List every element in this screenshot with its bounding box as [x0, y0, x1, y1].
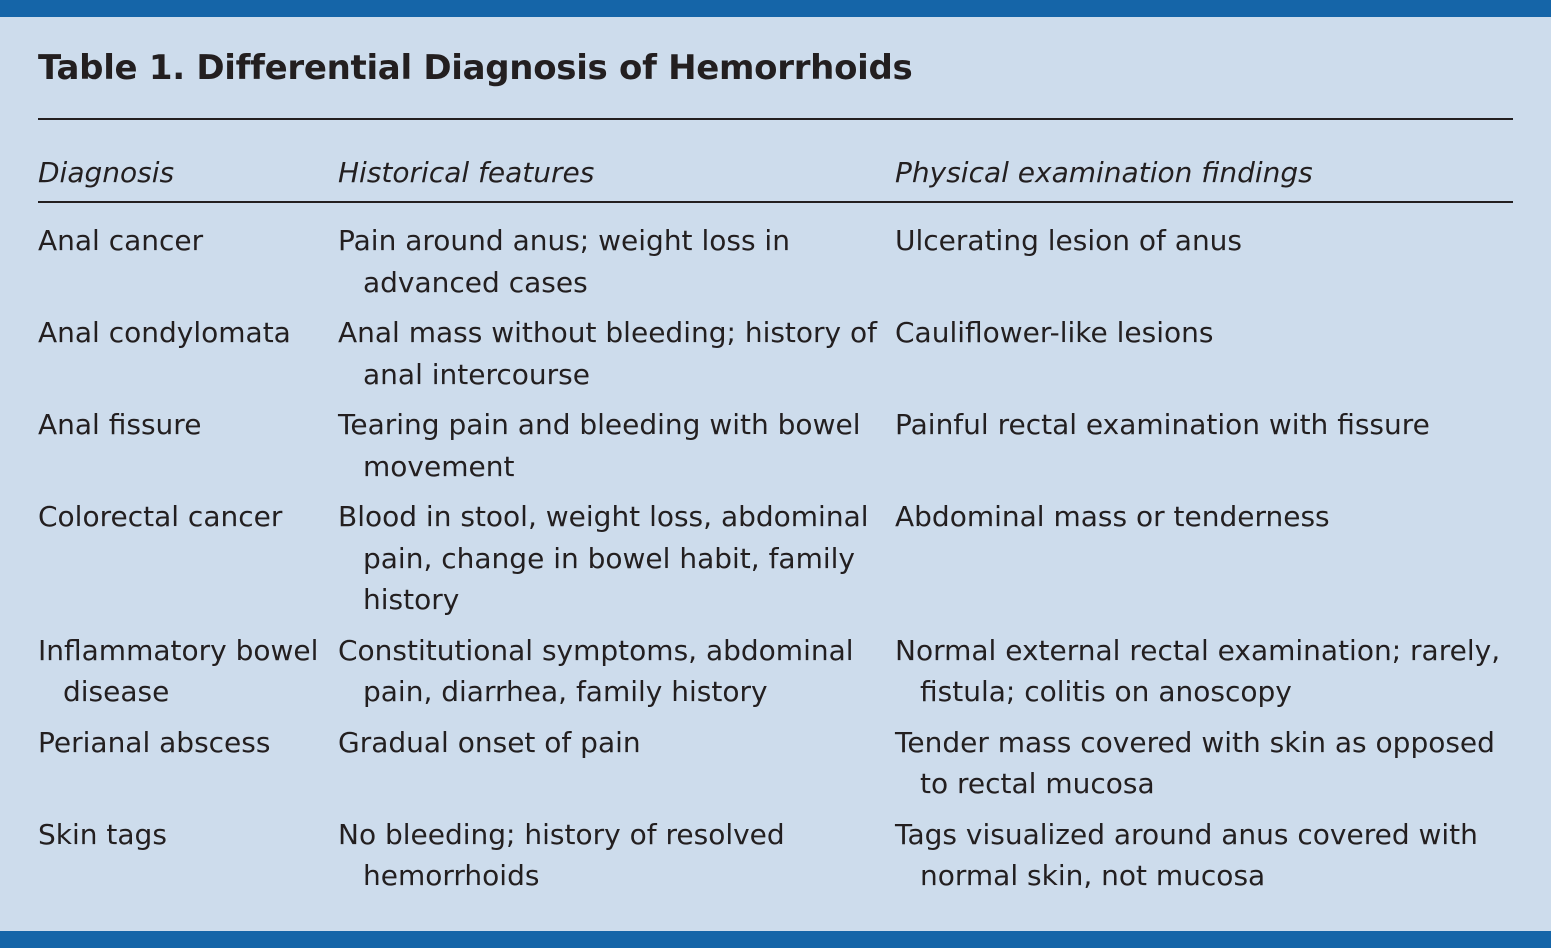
physical-findings-cell: Tags visualized around anus covered with normal skin, not mucosa — [895, 817, 1478, 892]
header-row — [38, 150, 1513, 202]
historical-features-cell: Pain around anus; weight loss in advanced cases — [338, 224, 790, 299]
diagnosis-cell: Perianal abscess — [38, 725, 271, 759]
table-row — [38, 630, 1513, 722]
historical-features-cell: Blood in stool, weight loss, abdominal pain, change in bowel habit, family history — [338, 500, 869, 616]
historical-features-cell: Constitutional symptoms, abdominal pain, diarrhea, family history — [338, 633, 854, 708]
physical-findings-cell: Normal external rectal examination; rarely, fistula; colitis on anoscopy — [895, 633, 1501, 708]
physical-findings-cell: Tender mass covered with skin as opposed to rectal mucosa — [895, 725, 1495, 800]
diagnosis-cell: Inflammatory bowel disease — [38, 633, 319, 708]
diagnosis-cell: Colorectal cancer — [38, 500, 283, 533]
historical-features-cell: Tearing pain and bleeding with bowel movement — [338, 408, 861, 483]
table-row — [38, 312, 1513, 404]
historical-features-cell: Gradual onset of pain — [338, 725, 641, 759]
physical-findings-cell: Ulcerating lesion of anus — [895, 224, 1243, 257]
diagnosis-cell: Skin tags — [38, 817, 167, 851]
title-rule — [38, 118, 1513, 120]
bottom-border-bar — [0, 931, 1551, 948]
historical-features-cell: Anal mass without bleeding; history of anal intercourse — [338, 316, 878, 391]
header-physical-findings: Physical examination findings — [895, 156, 1313, 189]
table-row — [38, 814, 1513, 906]
table-row — [38, 404, 1513, 496]
diagnosis-table — [38, 150, 1513, 906]
physical-findings-cell: Cauliflower-like lesions — [895, 316, 1214, 349]
diagnosis-cell: Anal condylomata — [38, 316, 291, 349]
table-row — [38, 496, 1513, 630]
diagnosis-cell: Anal fissure — [38, 408, 202, 441]
table-title: Table 1. Differential Diagnosis of Hemorrhoids — [38, 48, 913, 88]
header-diagnosis: Diagnosis — [38, 156, 175, 189]
physical-findings-cell: Abdominal mass or tenderness — [895, 500, 1330, 533]
table-row — [38, 202, 1513, 312]
historical-features-cell: No bleeding; history of resolved hemorrhoids — [338, 817, 785, 892]
top-border-bar — [0, 0, 1551, 17]
table-row — [38, 722, 1513, 814]
header-historical-features: Historical features — [338, 156, 595, 189]
diagnosis-cell: Anal cancer — [38, 224, 204, 257]
physical-findings-cell: Painful rectal examination with fissure — [895, 408, 1430, 441]
